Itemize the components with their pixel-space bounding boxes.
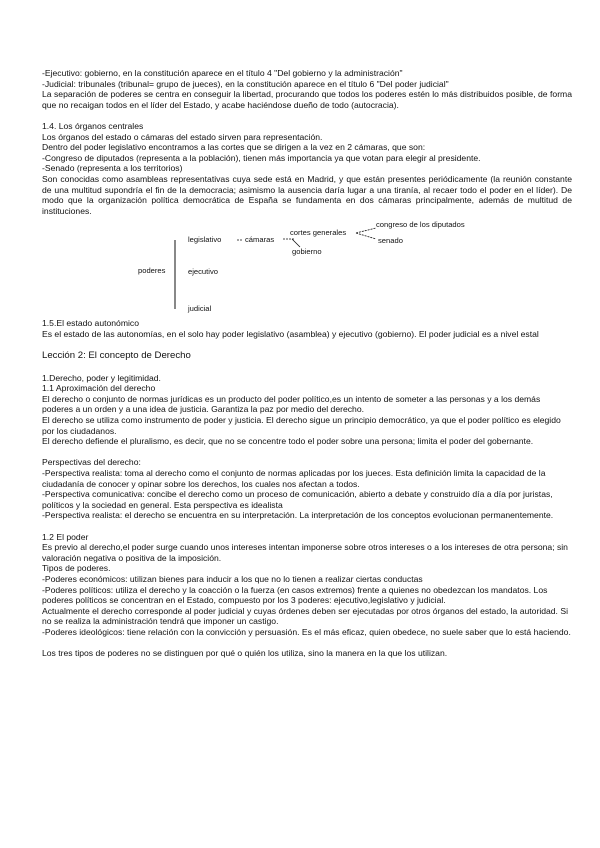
lesson-title: Lección 2: El concepto de Derecho	[42, 350, 191, 362]
section-1-4-line: -Senado (representa a los territorios)	[42, 163, 183, 174]
diagram-camaras: cámaras	[245, 235, 275, 245]
section-1-1-line: El derecho o conjunto de normas jurídicas es un producto del poder político,es un intento de someter a las personas y a los demás poderes a un orden y a una idea de justicia. Garantiza la paz por medio del derecho.	[42, 393, 541, 415]
section-1-1-line: El derecho se utiliza como instrumento de poder y justicia. El derecho sigue un principio democrático, ya que el poder político es elegido por los ciudadanos.	[42, 415, 561, 436]
perspective-line: -Perspectiva comunicativa: concibe el derecho como un proceso de comunicación, abierto a debate y construido día a día por juristas, políticos y la sociedad en general. Esta perspectiva es idealista	[42, 489, 553, 510]
diagram-gobierno: gobierno	[292, 247, 322, 257]
section-1-4-line: Los órganos del estado o cámaras del estado sirven para representación.	[42, 131, 323, 142]
intro-line-judicial: -Judicial: tribunales (tribunal= grupo de jueces), en la constitución aparece en el título 6 "Del poder judicial"	[42, 78, 449, 89]
diagram-judicial: judicial	[188, 304, 212, 314]
section-1-1-heading: 1.1 Aproximación del derecho	[42, 383, 156, 394]
section-1-heading: 1.Derecho, poder y legitimidad.	[42, 372, 161, 383]
section-1-2-line: Actualmente el derecho corresponde al poder judicial y cuyas órdenes deben ser ejecutadas por otros órganos del estado, la autoridad. Si no se realiza la administración tendrá que imponer un castigo.	[42, 605, 568, 627]
diagram-cortes: cortes generales	[290, 228, 347, 238]
section-1-4-paragraph: Son conocidas como asambleas representativas cuya sede está en Madrid, y que están presentes periódicamente (la reunión constante de una multitud supondría el fin de la democracia; asimismo la ausencia daría lugar a una tiranía, al recaer todo el poder en el líder). De modo que la organización política democrática de España se fundamenta en dos cámaras principalmente, además de multitud de instituciones.	[42, 173, 572, 216]
diagram-legislativo: legislativo	[188, 235, 222, 245]
section-1-2-line: Tipos de poderes.	[42, 563, 111, 574]
section-1-5-heading: 1.5.El estado autonómico	[42, 318, 139, 329]
section-1-4-heading: 1.4. Los órganos centrales	[42, 120, 144, 131]
perspective-line: -Perspectiva realista: el derecho se encuentra en su interpretación. La interpretación de los conceptos evolucionan permanentemente.	[42, 510, 554, 521]
section-1-5-text: Es el estado de las autonomías, en el solo hay poder legislativo (asamblea) y ejecutivo (gobierno). El poder judicial es a nivel estal	[42, 328, 539, 339]
diagram-ejecutivo: ejecutivo	[188, 267, 218, 277]
section-1-2-line: -Poderes económicos: utilizan bienes para inducir a los que no lo tienen a realizar ciertas conductas	[42, 573, 423, 584]
diagram-congreso: congreso de los diputados	[376, 220, 465, 230]
intro-paragraph: La separación de poderes se centra en conseguir la libertad, procurando que todos los poderes estén lo más distribuidos posible, de forma que no recaigan todos en el líder del Estado, y acabe haciéndose dueño de todo (autocracia).	[42, 89, 572, 110]
perspectives-heading: Perspectivas del derecho:	[42, 457, 141, 468]
section-1-2-line: -Poderes políticos: utiliza el derecho y la coacción o la fuerza (en casos extremos) frente a quienes no obedezcan los mandatos. Los poderes políticos se concentran en el Estado, compuesto por los 3 poderes: ejecutivo,legislativo y judicial.	[42, 584, 548, 606]
document-page	[42, 68, 572, 659]
powers-diagram	[42, 220, 572, 316]
perspective-line: -Perspectiva realista: toma al derecho como el conjunto de normas aplicadas por los jueces. Esta definición limita la capacidad de la ciudadanía de conocer y opinar sobre los derechos, los cuales nos afectan a todos.	[42, 468, 546, 489]
section-1-4-line: Dentro del poder legislativo encontramos a las cortes que se dirigen a la vez en 2 cámaras, que son:	[42, 142, 426, 153]
closing-line: Los tres tipos de poderes no se distinguen por qué o quién los utiliza, sino la manera en la que los utilizan.	[42, 648, 448, 659]
section-1-2-line: -Poderes ideológicos: tiene relación con la convicción y persuasión. Es el más eficaz, quien obedece, no suele saber que lo está haciendo.	[42, 626, 571, 637]
intro-line-ejecutivo: -Ejecutivo: gobierno, en la constitución aparece en el título 4 "Del gobierno y la administración"	[42, 68, 403, 78]
section-1-2-heading: 1.2 El poder	[42, 531, 89, 542]
section-1-2-line: Es previo al derecho,el poder surge cuando unos intereses intentan imponerse sobre otros intereses o a los intereses de otra persona; sin valoración negativa o positiva de la imposición.	[42, 542, 568, 563]
section-1-1-line: El derecho defiende el pluralismo, es decir, que no se concentre todo el poder sobre una persona; limita el poder del gobernante.	[42, 436, 534, 447]
diagram-senado: senado	[378, 236, 403, 246]
diagram-poderes: poderes	[138, 266, 166, 276]
section-1-4-line: -Congreso de diputados (representa a la población), tienen más importancia ya que votan para elegir al presidente.	[42, 152, 481, 163]
